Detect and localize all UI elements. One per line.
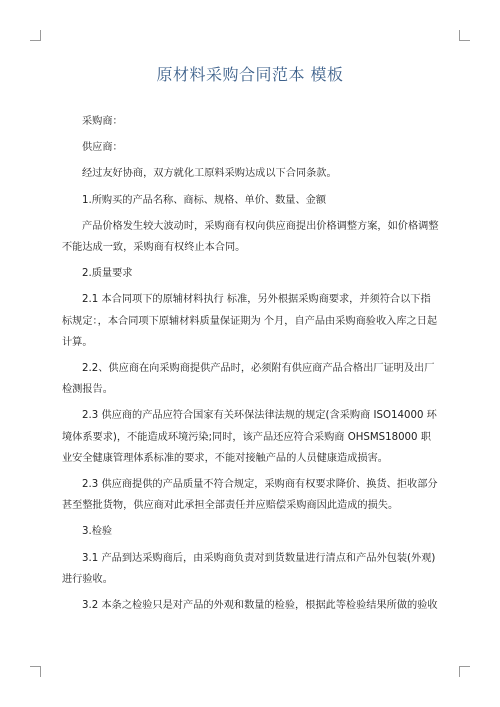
crop-mark-top-right [459, 30, 470, 41]
paragraph-intro: 经过友好协商，双方就化工原料采购达成以下合同条款。 [82, 168, 337, 180]
paragraph-section-2: 2.质量要求 [82, 268, 133, 280]
paragraph-supplier: 供应商： [82, 142, 123, 154]
paragraph-3-2: 3.2 本条之检验只是对产品的外观和数量的检验，根据此等检验结果所做的验收 [82, 600, 438, 612]
crop-mark-bottom-right [459, 666, 470, 677]
crop-mark-top-left [30, 30, 41, 41]
document-body [62, 111, 440, 621]
crop-mark-bottom-left [30, 666, 41, 677]
paragraph-3-1: 3.1 产品到达采购商后，由采购商负责对到货数量进行清点和产品外包装(外观)进行验收。 [62, 552, 436, 585]
paragraph-2-3-b: 2.3 供应商提供的产品质量不符合规定，采购商有权要求降价、换货、拒收部分甚至整批货物，供应商对此承担全部责任并应赔偿采购商因此造成的损失。 [62, 479, 438, 512]
paragraph-price: 产品价格发生较大波动时，采购商有权向供应商提出价格调整方案，如价格调整不能达成一致，采购商有权终止本合同。 [62, 220, 439, 254]
paragraph-2-1: 2.1 本合同项下的原辅材料执行 标准，另外根据采购商要求，并须符合以下指标规定：，本合同项下原辅材料质量保证期为 个月，自产品由采购商验收入库之日起计算。 [62, 294, 438, 348]
paragraph-2-2: 2.2、供应商在向采购商提供产品时，必须附有供应商产品合格出厂证明及出厂检测报告。 [62, 363, 435, 396]
paragraph-section-3: 3.检验 [82, 526, 113, 538]
paragraph-2-3-a: 2.3 供应商的产品应符合国家有关环保法律法规的规定(含采购商 ISO14000 环境体系要求)，不能造成环境污染;同时，该产品还应符合采购商 OHSMS18000 职业安全健康管理体系标准的要求，不能对接触产品的人员健康造成损害。 [62, 410, 437, 464]
document-title: 原材料采购合同范本 模板 [156, 65, 344, 84]
paragraph-buyer: 采购商： [82, 116, 123, 127]
paragraph-section-1: 1.所购买的产品名称、商标、规格、单价、数量、金额 [82, 194, 327, 206]
